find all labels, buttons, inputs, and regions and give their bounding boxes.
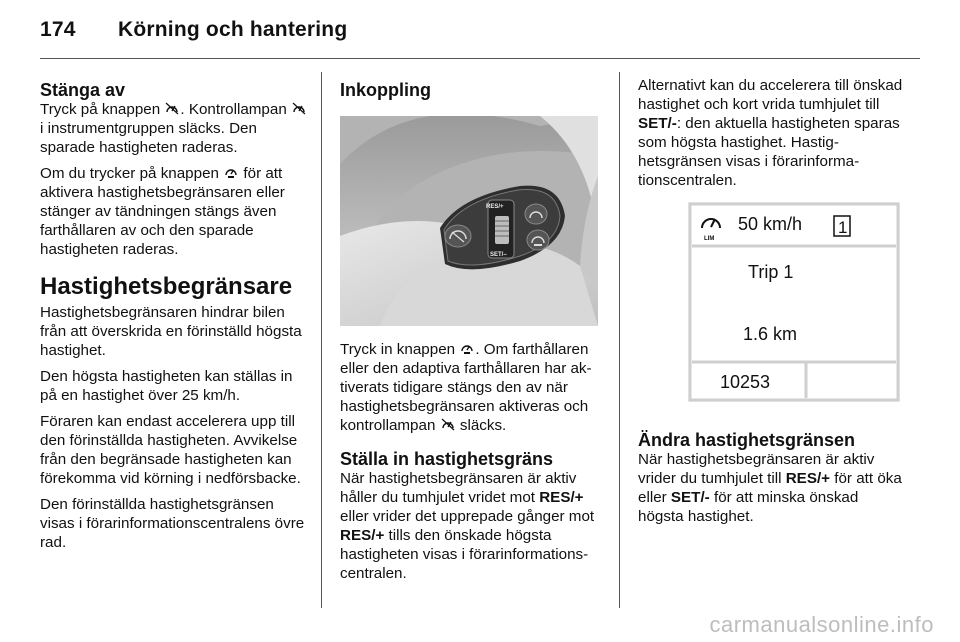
section-heading-change-limit: Ändra hastighetsgränsen xyxy=(638,430,856,450)
paragraph xyxy=(638,76,903,190)
display-trip: Trip 1 xyxy=(748,262,794,282)
text: för att aktivera hastighetsbegränsaren eller stänger av tändningen stängs även farthållaren av och den sparade hastigheten raderas. xyxy=(40,165,285,258)
res-key: RES/+ xyxy=(539,489,584,506)
res-label: RES/+ xyxy=(486,204,504,210)
text: i instrumentgruppen släcks. Den sparade hastigheten raderas. xyxy=(40,120,257,156)
text: När hastighetsbegränsaren är aktiv vrider du tumhjulet till xyxy=(638,451,875,487)
res-key: RES/+ xyxy=(785,470,831,487)
driver-info-display xyxy=(688,202,900,402)
cruise-off-icon xyxy=(165,102,179,115)
column-divider-1 xyxy=(321,72,322,608)
section-heading-activation: Inkoppling xyxy=(340,80,431,100)
text: tills den önskade högsta hastigheten visas i förarinformationscentralen. xyxy=(340,527,589,582)
display-speed: 50 km/h xyxy=(738,214,803,234)
text: Om du trycker på knappen xyxy=(40,165,224,182)
column-2 xyxy=(340,76,605,590)
display-distance: 1.6 km xyxy=(743,324,798,344)
paragraph: Den högsta hastigheten kan ställas in på en hastighet över 25 km/h. xyxy=(40,368,293,404)
watermark: carmanualsonline.info xyxy=(709,612,934,637)
section-heading-limiter: Hastighetsbegränsare xyxy=(40,273,293,300)
text: släcks. xyxy=(455,417,507,434)
text: När hastighetsbegränsaren är aktiv håller du tumhjulet vridet mot xyxy=(340,470,577,506)
text: eller vrider det upprepade gånger mot xyxy=(340,508,595,525)
page-header xyxy=(40,18,347,42)
steering-wheel-illustration xyxy=(340,116,598,326)
speed-limiter-icon xyxy=(460,342,474,355)
display-odometer: 10253 xyxy=(720,372,771,392)
speed-limiter-icon xyxy=(224,166,238,179)
text: för att öka eller xyxy=(638,470,902,506)
set-key: SET/- xyxy=(638,115,677,132)
section-heading-set-limit: Ställa in hastighetsgräns xyxy=(340,449,554,469)
text: Tryck på knappen xyxy=(40,101,165,118)
paragraph xyxy=(40,164,310,259)
paragraph xyxy=(638,450,903,526)
text: Alternativt kan du accelerera till önskad hastighet och kort vrida tumhjulet till xyxy=(638,77,903,113)
text: : den aktuella hastigheten sparas som högsta hastighet. Hastighetsgränsen visas i förarinformationscentralen. xyxy=(638,115,900,189)
paragraph: Föraren kan endast accelerera upp till den förinställda hastigheten. Avvikelse från den begränsade hastigheten kan förekomma vid körning i nedförsbacke. xyxy=(40,413,301,487)
driver-info-display-figure xyxy=(688,202,900,402)
paragraph: Hastighetsbegränsaren hindrar bilen från att överskrida en förinställd högsta hastighet. xyxy=(40,304,302,359)
section-heading-off: Stänga av xyxy=(40,80,126,100)
set-label: SET/– xyxy=(490,252,507,258)
steering-wheel-figure xyxy=(340,116,598,326)
paragraph xyxy=(340,340,605,435)
column-3 xyxy=(638,76,903,197)
column-divider-2 xyxy=(619,72,620,608)
cruise-off-icon xyxy=(292,102,306,115)
header-rule xyxy=(40,58,920,59)
text: för att minska önskad högsta hastighet. xyxy=(638,489,859,525)
text: . Kontrollampan xyxy=(180,101,291,118)
column-3-lower xyxy=(638,424,903,533)
text: . Om farthållaren eller den adaptiva farthållaren har aktiverats tidigare stängs den av när hastighetsbegränsaren aktiveras och kontrollampan xyxy=(340,341,592,434)
paragraph xyxy=(40,100,310,157)
column-1 xyxy=(40,76,310,559)
lim-label: LIM xyxy=(704,236,715,242)
display-gear: 1 xyxy=(838,218,848,237)
text: Tryck in knappen xyxy=(340,341,460,358)
page-number: 174 xyxy=(40,18,76,41)
cruise-off-icon xyxy=(441,418,455,431)
paragraph xyxy=(340,469,605,583)
paragraph: Den förinställda hastighetsgränsen visas i förarinformationscentralens övre rad. xyxy=(40,496,305,551)
set-key: SET/- xyxy=(670,489,710,506)
page-title: Körning och hantering xyxy=(118,18,348,41)
res-key: RES/+ xyxy=(340,527,385,544)
